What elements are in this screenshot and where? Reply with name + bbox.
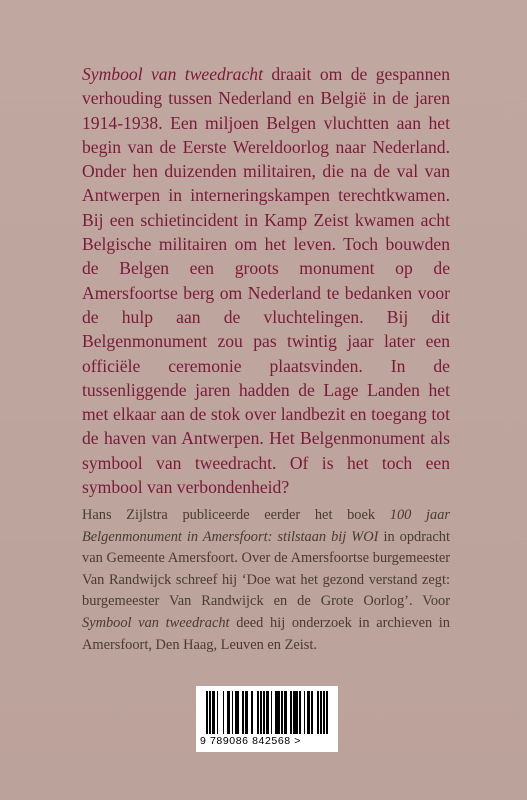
bio-book-2: Symbool van tweedracht [82, 614, 230, 631]
book-title: Symbool van tweedracht [82, 64, 263, 84]
barcode-bars [206, 691, 328, 734]
author-bio [82, 505, 450, 656]
isbn-number: 9 789086 842568 > [200, 735, 301, 747]
blurb-paragraph [82, 62, 450, 499]
blurb-body: draait om de gespannen verhouding tussen Nederland en België in de jaren 1914-1938. Een miljoen Belgen vluchtten aan het begin van de Eerste Wereldoorlog naar Nederland. Onder hen duizenden militairen, die na de val van Antwerpen in interneringskampen terechtkwamen. Bij een schietincident in Kamp Zeist kwamen acht Belgische militairen om het leven. Toch bouwden de Belgen een groots monument op de Amersfoortse berg om Nederland te bedanken voor de hulp aan de vluchtelingen. Bij dit Belgenmonument zou pas twintig jaar later een officiële ceremonie plaatsvinden. In de tussenliggende jaren hadden de Lage Landen het met elkaar aan de stok over landbezit en toegang tot de haven van Antwerpen. Het Belgenmonument als symbool van tweedracht. Of is het toch een symbool van verbondenheid? [82, 64, 450, 498]
bio-part-1: Hans Zijlstra publiceerde eerder het boek [82, 507, 390, 523]
barcode-bar [326, 691, 328, 734]
bio-book-1: 100 jaar Belgenmonument in Amersfoort: stilstaan bij WOI [82, 507, 450, 545]
bio-part-2: in opdracht van Gemeente Amersfoort. Over de Amersfoortse burgemeester Van Randwijck schreef hij ‘Doe wat het gezond verstand zegt: burgemeester Van Randwijck en de Grote Oorlog’. Voor [82, 528, 450, 610]
isbn-barcode [196, 686, 338, 752]
blurb-text [82, 62, 450, 499]
bio-part-3: deed hij onderzoek in archieven in Amersfoort, Den Haag, Leuven en Zeist. [82, 614, 450, 653]
bio-paragraph [82, 505, 450, 656]
